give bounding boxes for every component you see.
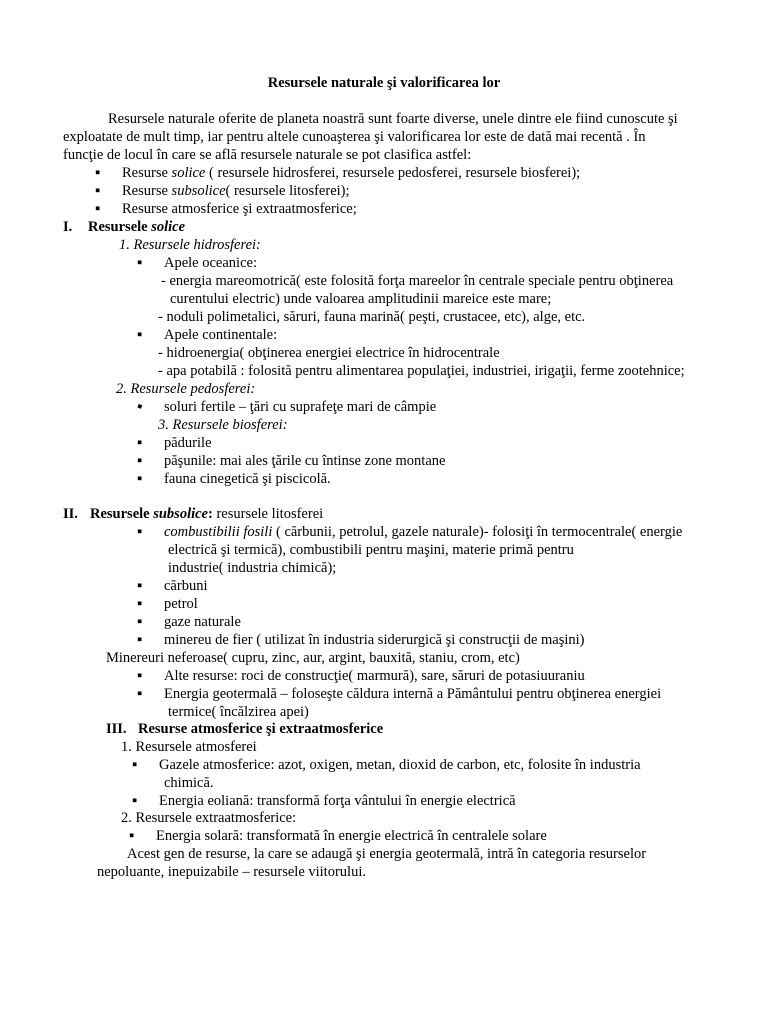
oceanice-line-1: - energia mareomotrică( este folosită forţa mareelor în centrale speciale pentru obţinerea (161, 273, 674, 289)
minereuri-neferoase: Minereuri neferoase( cupru, zinc, aur, argint, bauxită, staniu, crom, etc) (106, 650, 520, 666)
fosili-line-2: electrică şi termică), combustibili pentru maşini, materie primă pentru (168, 542, 574, 558)
continentale-line-2: - apa potabilă : folosită pentru alimentarea populaţiei, industriei, irigaţii, ferme zootehnice; (158, 363, 685, 379)
section-1-heading: Resursele solice (88, 219, 186, 235)
item-gazele-atmosferice: ▪ Gazele atmosferice: azot, oxigen, metan, dioxid de carbon, etc, folosite în industria (159, 756, 641, 774)
section-2-heading: Resursele subsolice: resursele litosferei (90, 506, 324, 522)
conclusion-line-1: Acest gen de resurse, la care se adaugă şi energia geotermală, intră în categoria resurselor (127, 846, 647, 862)
intro-line-2: exploatate de mult timp, iar pentru altele cunoaşterea şi valorificarea lor este de dată mai recentă . În (63, 129, 646, 145)
subsection-hidrosferei: 1. Resursele hidrosferei: (119, 237, 261, 253)
class-item-subsolice: ▪ Resurse subsolice( resursele litosferei); (122, 182, 350, 200)
subsection-extraatmosferice: 2. Resursele extraatmosferice: (121, 810, 297, 826)
item-minereu-fier: ▪ minereu de fier ( utilizat în industria siderurgică şi construcţii de maşini) (164, 631, 585, 649)
oceanice-line-2: curentului electric) unde valoarea amplitudinii mareice este mare; (170, 291, 552, 307)
item-petrol: ▪ petrol (164, 595, 198, 613)
subsection-biosferei: 3. Resursele biosferei: (158, 417, 288, 433)
section-1-number: I. (63, 219, 73, 235)
geotermala-line-2: termice( încălzirea apei) (168, 704, 309, 720)
intro-line-3: funcţie de locul în care se află resursele naturale se pot clasifica astfel: (63, 147, 472, 163)
item-carbuni: ▪ cărbuni (164, 577, 207, 595)
item-pasunile: ▪ păşunile: mai ales ţările cu întinse zone montane (164, 452, 445, 470)
oceanice-line-3: - noduli polimetalici, săruri, fauna marină( peşti, crustacee, etc), alge, etc. (158, 309, 586, 325)
intro-line-1: Resursele naturale oferite de planeta noastră sunt foarte diverse, unele dintre ele fiind cunoscute şi (108, 111, 678, 127)
item-soluri: ▪ soluri fertile – ţări cu suprafeţe mari de câmpie (164, 398, 436, 416)
item-padurile: ▪ pădurile (164, 434, 212, 452)
section-2-number: II. (63, 506, 78, 522)
section-3-number: III. (106, 721, 127, 737)
continentale-line-1: - hidroenergia( obţinerea energiei electrice în hidrocentrale (158, 345, 500, 361)
document-title: Resursele naturale şi valorificarea lor (267, 75, 501, 91)
item-energia-eoliana: ▪ Energia eoliană: transformă forţa vântului în energie electrică (159, 792, 516, 810)
subsection-pedosferei: 2. Resursele pedosferei: (116, 381, 256, 397)
conclusion-line-2: nepoluante, inepuizabile – resursele viitorului. (97, 864, 366, 880)
item-energia-geotermala: ▪ Energia geotermală – foloseşte căldura internă a Pământului pentru obţinerea energiei (164, 685, 661, 703)
class-item-atmosferice: ▪ Resurse atmosferice şi extraatmosferice; (122, 200, 357, 218)
item-alte-resurse: ▪ Alte resurse: roci de construcţie( marmură), sare, săruri de potasiuuraniu (164, 667, 585, 685)
item-energia-solara: ▪ Energia solară: transformată în energie electrică în centralele solare (156, 827, 547, 845)
class-item-solice: ▪ Resurse solice ( resursele hidrosferei, resursele pedosferei, resursele biosferei); (122, 164, 580, 182)
item-ape-continentale: ▪ Apele continentale: (164, 326, 277, 344)
item-fauna: ▪ fauna cinegetică şi piscicolă. (164, 470, 331, 488)
section-3-heading: Resurse atmosferice şi extraatmosferice (138, 721, 384, 737)
item-gaze-naturale: ▪ gaze naturale (164, 613, 241, 631)
item-combustibili-fosili: ▪ combustibilii fosili ( cărbunii, petrolul, gazele naturale)- folosiţi în termocentrale( energie (164, 523, 682, 541)
subsection-atmosferei: 1. Resursele atmosferei (121, 739, 257, 755)
gazele-line-2: chimică. (164, 775, 214, 791)
item-ape-oceanice: ▪ Apele oceanice: (164, 254, 257, 272)
fosili-line-3: industrie( industria chimică); (168, 560, 337, 576)
